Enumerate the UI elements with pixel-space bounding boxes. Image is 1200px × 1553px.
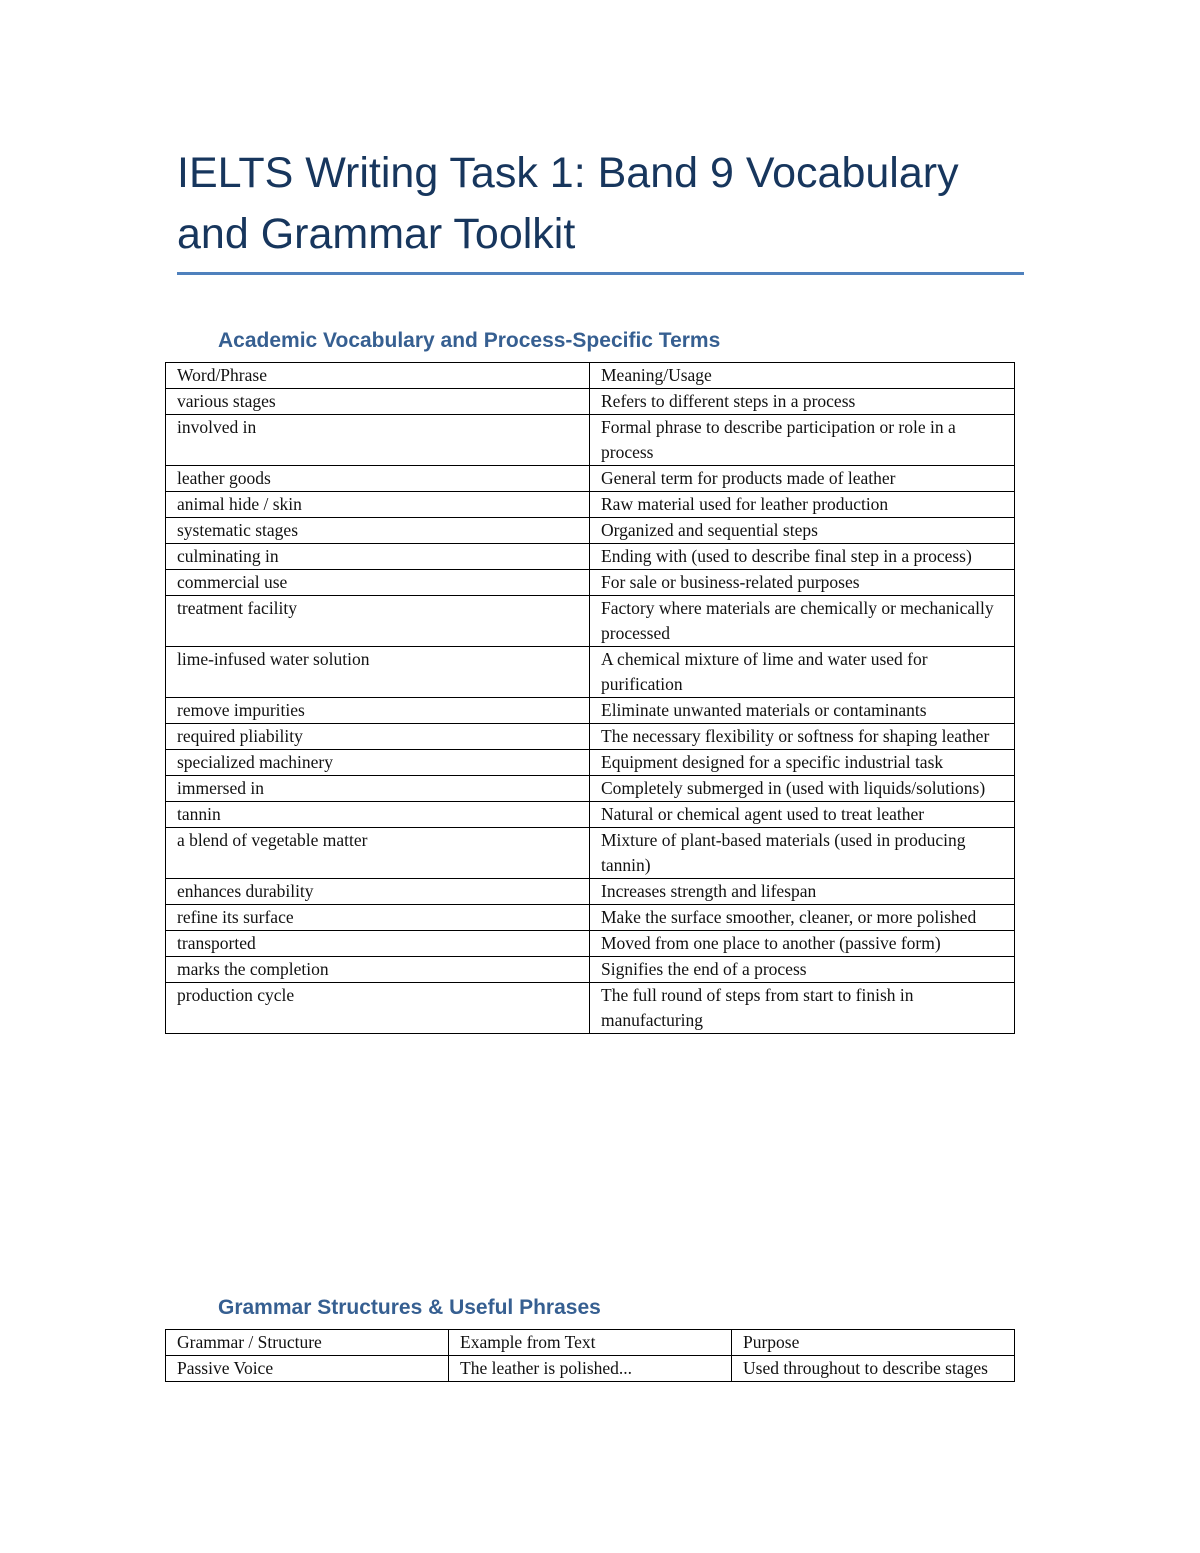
meaning-cell: A chemical mixture of lime and water used for purification xyxy=(590,647,1015,698)
meaning-cell: Signifies the end of a process xyxy=(590,957,1015,983)
table-row xyxy=(166,596,1015,647)
term-cell: required pliability xyxy=(166,724,590,750)
term-cell: transported xyxy=(166,931,590,957)
grammar-table-body xyxy=(166,1330,1015,1382)
meaning-cell: The necessary flexibility or softness for shaping leather xyxy=(590,724,1015,750)
table-header-row xyxy=(166,1330,1015,1356)
table-header-row xyxy=(166,363,1015,389)
table-row xyxy=(166,518,1015,544)
table-row xyxy=(166,879,1015,905)
term-cell: refine its surface xyxy=(166,905,590,931)
meaning-cell: Mixture of plant-based materials (used in producing tannin) xyxy=(590,828,1015,879)
example-cell: The leather is polished... xyxy=(449,1356,732,1382)
term-cell: treatment facility xyxy=(166,596,590,647)
meaning-cell: Factory where materials are chemically or mechanically processed xyxy=(590,596,1015,647)
header-cell-example: Example from Text xyxy=(449,1330,732,1356)
term-cell: involved in xyxy=(166,415,590,466)
table-row xyxy=(166,389,1015,415)
term-cell: marks the completion xyxy=(166,957,590,983)
meaning-cell: Increases strength and lifespan xyxy=(590,879,1015,905)
structure-cell: Passive Voice xyxy=(166,1356,449,1382)
term-cell: leather goods xyxy=(166,466,590,492)
term-cell: tannin xyxy=(166,802,590,828)
table-row xyxy=(166,647,1015,698)
meaning-cell: Completely submerged in (used with liquids/solutions) xyxy=(590,776,1015,802)
table-row xyxy=(166,905,1015,931)
meaning-cell: Refers to different steps in a process xyxy=(590,389,1015,415)
meaning-cell: Natural or chemical agent used to treat leather xyxy=(590,802,1015,828)
meaning-cell: Eliminate unwanted materials or contaminants xyxy=(590,698,1015,724)
term-cell: animal hide / skin xyxy=(166,492,590,518)
table-row xyxy=(166,415,1015,466)
term-cell: systematic stages xyxy=(166,518,590,544)
table-row xyxy=(166,828,1015,879)
vocab-table-body xyxy=(166,363,1015,1034)
table-row xyxy=(166,1356,1015,1382)
table-row xyxy=(166,570,1015,596)
header-cell-purpose: Purpose xyxy=(732,1330,1015,1356)
term-cell: various stages xyxy=(166,389,590,415)
table-row xyxy=(166,931,1015,957)
term-cell: specialized machinery xyxy=(166,750,590,776)
purpose-cell: Used throughout to describe stages xyxy=(732,1356,1015,1382)
header-cell-meaning: Meaning/Usage xyxy=(590,363,1015,389)
table-row xyxy=(166,466,1015,492)
meaning-cell: For sale or business-related purposes xyxy=(590,570,1015,596)
table-row xyxy=(166,983,1015,1034)
meaning-cell: Organized and sequential steps xyxy=(590,518,1015,544)
grammar-section-heading: Grammar Structures & Useful Phrases xyxy=(218,1296,601,1319)
table-row xyxy=(166,957,1015,983)
term-cell: immersed in xyxy=(166,776,590,802)
meaning-cell: Formal phrase to describe participation or role in a process xyxy=(590,415,1015,466)
term-cell: remove impurities xyxy=(166,698,590,724)
term-cell: production cycle xyxy=(166,983,590,1034)
term-cell: enhances durability xyxy=(166,879,590,905)
meaning-cell: Raw material used for leather production xyxy=(590,492,1015,518)
meaning-cell: Ending with (used to describe final step in a process) xyxy=(590,544,1015,570)
term-cell: culminating in xyxy=(166,544,590,570)
grammar-table xyxy=(165,1329,1015,1382)
table-row xyxy=(166,492,1015,518)
term-cell: a blend of vegetable matter xyxy=(166,828,590,879)
page-title: IELTS Writing Task 1: Band 9 Vocabulary and Grammar Toolkit xyxy=(177,149,959,258)
term-cell: lime-infused water solution xyxy=(166,647,590,698)
meaning-cell: Moved from one place to another (passive form) xyxy=(590,931,1015,957)
vocab-table xyxy=(165,362,1015,1034)
header-cell-structure: Grammar / Structure xyxy=(166,1330,449,1356)
meaning-cell: Equipment designed for a specific industrial task xyxy=(590,750,1015,776)
title-divider xyxy=(177,272,1024,275)
meaning-cell: Make the surface smoother, cleaner, or more polished xyxy=(590,905,1015,931)
table-row xyxy=(166,698,1015,724)
table-row xyxy=(166,544,1015,570)
table-row xyxy=(166,750,1015,776)
table-row xyxy=(166,802,1015,828)
meaning-cell: General term for products made of leather xyxy=(590,466,1015,492)
table-row xyxy=(166,776,1015,802)
vocab-section-heading: Academic Vocabulary and Process-Specific Terms xyxy=(218,329,721,352)
term-cell: commercial use xyxy=(166,570,590,596)
header-cell-word: Word/Phrase xyxy=(166,363,590,389)
meaning-cell: The full round of steps from start to finish in manufacturing xyxy=(590,983,1015,1034)
table-row xyxy=(166,724,1015,750)
